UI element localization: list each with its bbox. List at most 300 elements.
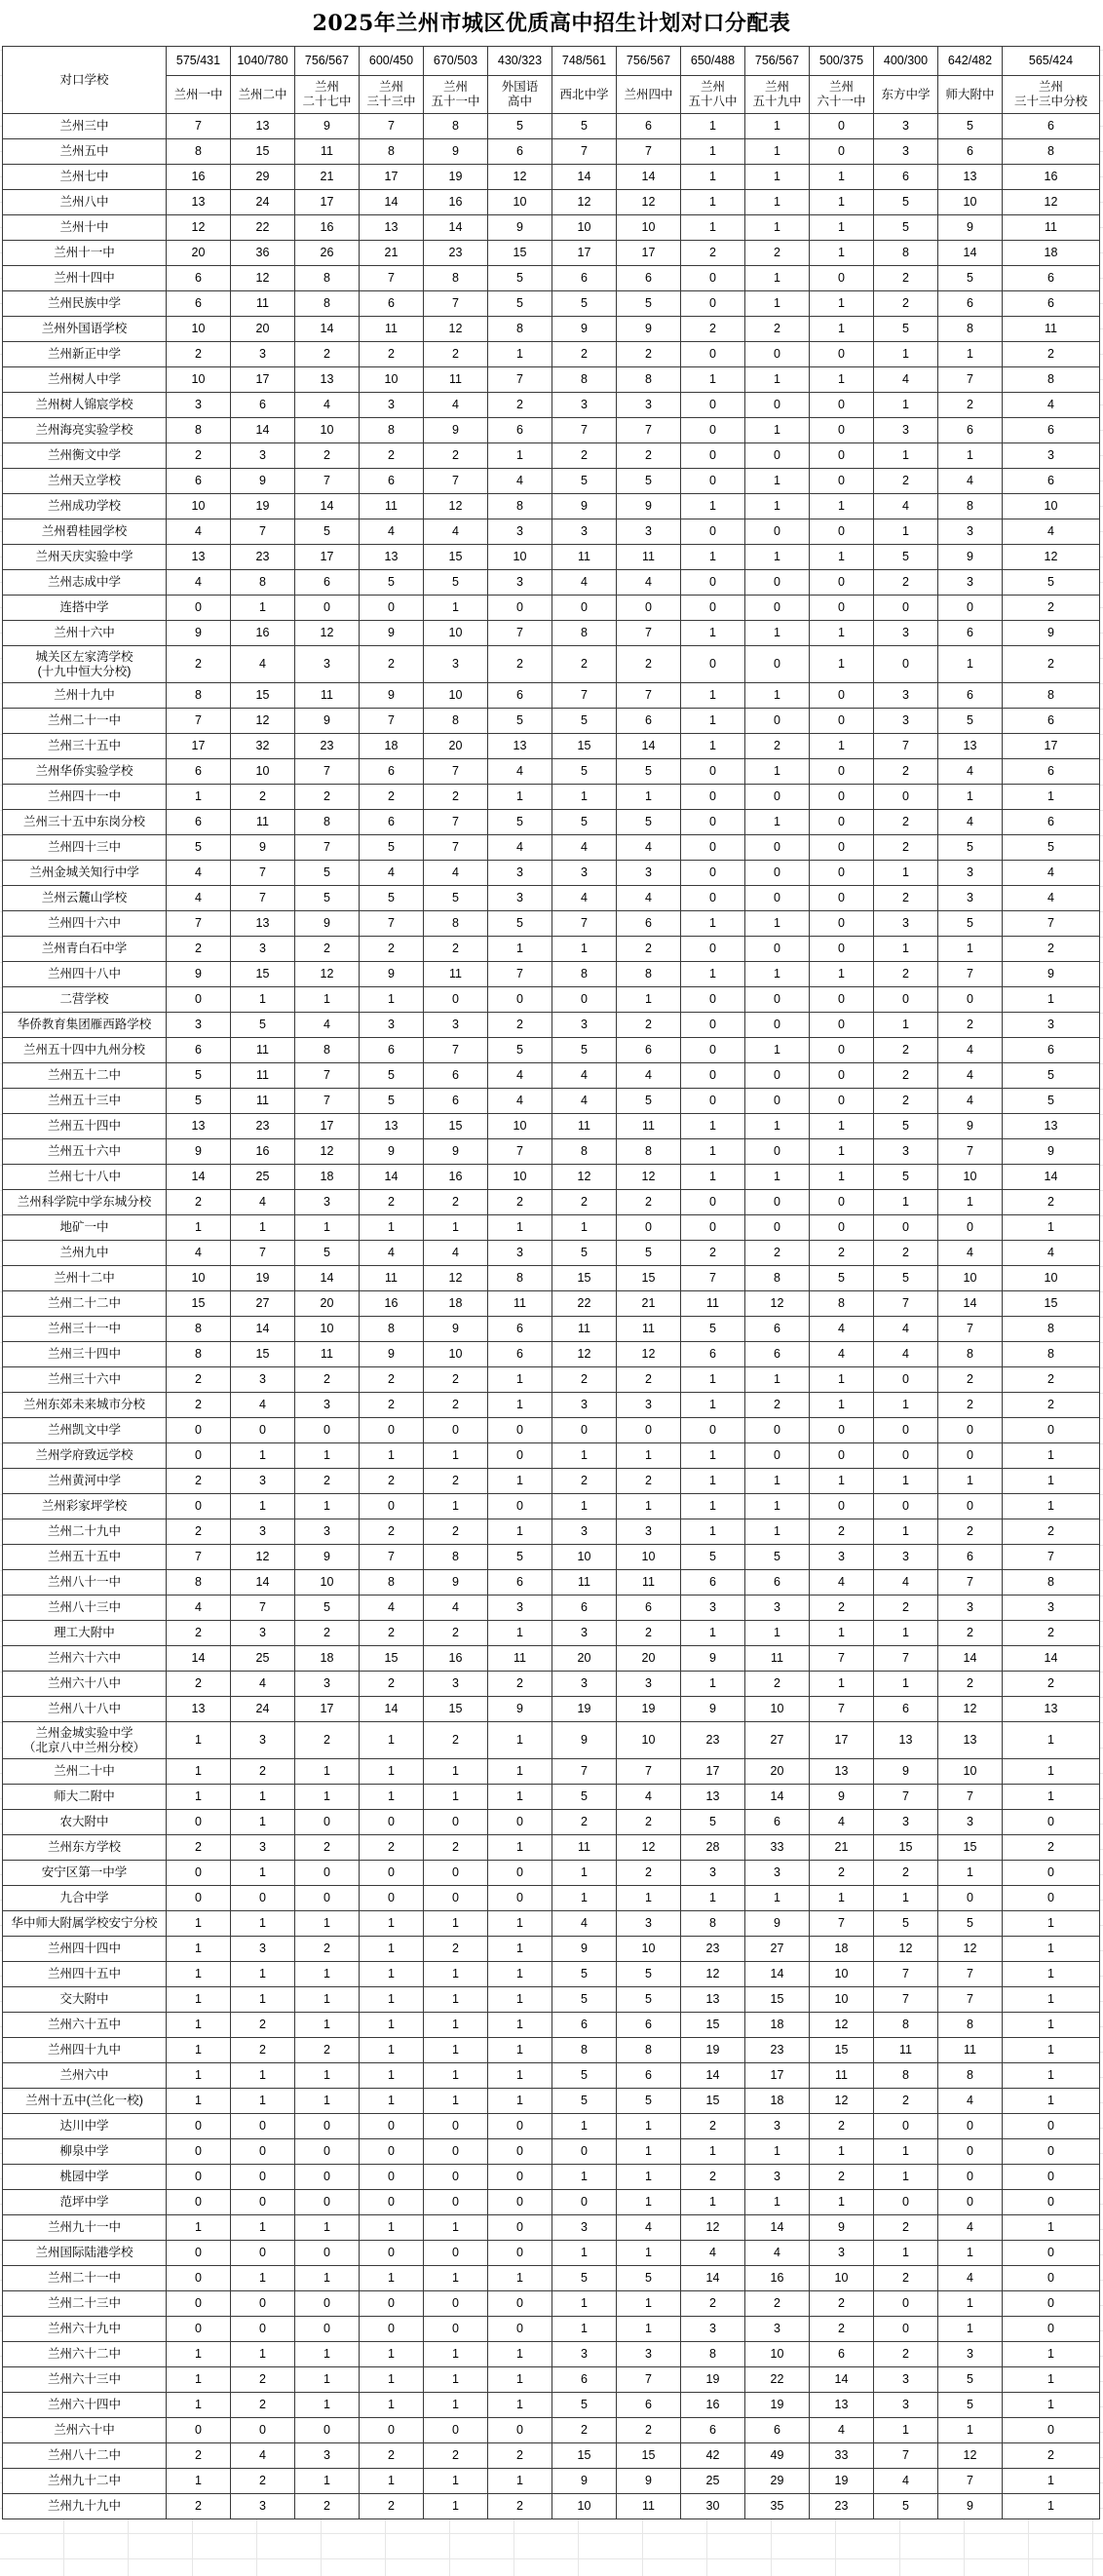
allocation-cell: 2 bbox=[231, 785, 295, 810]
table-row bbox=[3, 241, 1100, 266]
allocation-cell: 1 bbox=[295, 2469, 360, 2494]
allocation-cell: 1 bbox=[681, 911, 745, 937]
allocation-cell: 4 bbox=[1003, 519, 1100, 545]
allocation-cell: 1 bbox=[810, 1367, 874, 1393]
allocation-cell: 9 bbox=[617, 494, 681, 519]
allocation-cell: 2 bbox=[167, 1519, 231, 1545]
allocation-cell: 1 bbox=[552, 2291, 617, 2317]
allocation-cell: 0 bbox=[681, 835, 745, 861]
school-name-cell: 兰州八十一中 bbox=[3, 1570, 167, 1596]
allocation-cell: 12 bbox=[552, 1342, 617, 1367]
allocation-cell: 1 bbox=[488, 785, 552, 810]
allocation-cell: 5 bbox=[874, 545, 938, 570]
allocation-cell: 0 bbox=[810, 886, 874, 911]
allocation-cell: 1 bbox=[745, 911, 810, 937]
allocation-cell: 1 bbox=[360, 1911, 424, 1937]
allocation-cell: 15 bbox=[617, 1266, 681, 1291]
allocation-cell: 5 bbox=[295, 519, 360, 545]
allocation-cell: 12 bbox=[681, 1962, 745, 1987]
allocation-cell: 7 bbox=[424, 810, 488, 835]
allocation-cell: 8 bbox=[1003, 1342, 1100, 1367]
allocation-cell: 10 bbox=[488, 1165, 552, 1190]
allocation-cell: 0 bbox=[681, 266, 745, 291]
allocation-cell: 1 bbox=[360, 2215, 424, 2241]
allocation-cell: 5 bbox=[938, 114, 1003, 139]
allocation-cell: 13 bbox=[360, 215, 424, 241]
allocation-cell: 1 bbox=[424, 596, 488, 621]
allocation-cell: 12 bbox=[745, 1291, 810, 1317]
allocation-cell: 25 bbox=[681, 2469, 745, 2494]
allocation-cell: 0 bbox=[938, 1418, 1003, 1443]
allocation-cell: 7 bbox=[938, 1570, 1003, 1596]
allocation-cell: 3 bbox=[681, 1596, 745, 1621]
school-name-cell: 兰州云麓山学校 bbox=[3, 886, 167, 911]
allocation-cell: 0 bbox=[231, 2114, 295, 2139]
allocation-cell: 15 bbox=[231, 139, 295, 165]
school-name-cell: 兰州树人锦宸学校 bbox=[3, 393, 167, 418]
table-row bbox=[3, 2139, 1100, 2165]
allocation-cell: 8 bbox=[424, 1545, 488, 1570]
table-row bbox=[3, 1785, 1100, 1810]
allocation-cell: 8 bbox=[488, 1266, 552, 1291]
page-title: 2025年兰州市城区优质高中招生计划对口分配表 bbox=[312, 11, 791, 36]
school-name-cell: 理工大附中 bbox=[3, 1621, 167, 1646]
allocation-cell: 7 bbox=[617, 418, 681, 443]
allocation-cell: 6 bbox=[938, 418, 1003, 443]
allocation-cell: 1 bbox=[295, 1759, 360, 1785]
allocation-cell: 1 bbox=[1003, 2089, 1100, 2114]
allocation-cell: 2 bbox=[938, 1672, 1003, 1697]
allocation-cell: 0 bbox=[681, 570, 745, 596]
allocation-cell: 2 bbox=[167, 1190, 231, 1215]
allocation-cell: 1 bbox=[488, 2089, 552, 2114]
allocation-cell: 2 bbox=[1003, 1393, 1100, 1418]
allocation-cell: 13 bbox=[167, 545, 231, 570]
allocation-cell: 0 bbox=[488, 2114, 552, 2139]
allocation-cell: 1 bbox=[295, 2215, 360, 2241]
allocation-cell: 8 bbox=[488, 494, 552, 519]
allocation-cell: 0 bbox=[231, 2241, 295, 2266]
allocation-cell: 1 bbox=[424, 1785, 488, 1810]
allocation-cell: 1 bbox=[681, 1165, 745, 1190]
allocation-cell: 1 bbox=[745, 1469, 810, 1494]
allocation-cell: 11 bbox=[552, 1317, 617, 1342]
allocation-cell: 1 bbox=[874, 1013, 938, 1038]
allocation-cell: 1 bbox=[617, 2165, 681, 2190]
allocation-cell: 1 bbox=[488, 937, 552, 962]
allocation-cell: 3 bbox=[745, 1861, 810, 1886]
allocation-cell: 3 bbox=[874, 911, 938, 937]
allocation-cell: 1 bbox=[745, 1621, 810, 1646]
school-name-cell: 兰州十中 bbox=[3, 215, 167, 241]
column-quota-header: 748/561 bbox=[552, 47, 617, 76]
allocation-cell: 8 bbox=[617, 962, 681, 987]
table-row bbox=[3, 2393, 1100, 2418]
allocation-cell: 1 bbox=[295, 1215, 360, 1241]
allocation-cell: 1 bbox=[488, 2469, 552, 2494]
allocation-cell: 16 bbox=[295, 215, 360, 241]
table-row bbox=[3, 165, 1100, 190]
allocation-cell: 0 bbox=[810, 861, 874, 886]
allocation-cell: 7 bbox=[424, 1038, 488, 1063]
allocation-cell: 0 bbox=[167, 987, 231, 1013]
table-row bbox=[3, 1241, 1100, 1266]
allocation-cell: 9 bbox=[617, 2469, 681, 2494]
allocation-cell: 0 bbox=[745, 1215, 810, 1241]
school-name-cell: 兰州七中 bbox=[3, 165, 167, 190]
allocation-cell: 9 bbox=[360, 683, 424, 709]
allocation-cell: 12 bbox=[810, 2089, 874, 2114]
allocation-cell: 0 bbox=[810, 911, 874, 937]
allocation-cell: 15 bbox=[874, 1835, 938, 1861]
allocation-cell: 2 bbox=[745, 1241, 810, 1266]
allocation-cell: 3 bbox=[1003, 1596, 1100, 1621]
allocation-cell: 1 bbox=[360, 1987, 424, 2013]
allocation-cell: 0 bbox=[681, 596, 745, 621]
allocation-cell: 1 bbox=[810, 1165, 874, 1190]
school-name-cell: 交大附中 bbox=[3, 1987, 167, 2013]
allocation-cell: 9 bbox=[938, 1114, 1003, 1139]
allocation-cell: 0 bbox=[424, 2317, 488, 2342]
allocation-cell: 1 bbox=[810, 2190, 874, 2215]
allocation-cell: 12 bbox=[617, 190, 681, 215]
school-name-cell: 兰州树人中学 bbox=[3, 367, 167, 393]
allocation-cell: 9 bbox=[360, 621, 424, 646]
allocation-cell: 2 bbox=[681, 1241, 745, 1266]
allocation-cell: 4 bbox=[874, 494, 938, 519]
school-name-cell: 兰州十九中 bbox=[3, 683, 167, 709]
allocation-cell: 6 bbox=[681, 1570, 745, 1596]
table-row bbox=[3, 911, 1100, 937]
allocation-cell: 2 bbox=[1003, 596, 1100, 621]
allocation-cell: 10 bbox=[1003, 1266, 1100, 1291]
allocation-cell: 0 bbox=[488, 2215, 552, 2241]
allocation-cell: 0 bbox=[681, 1089, 745, 1114]
allocation-cell: 14 bbox=[360, 1697, 424, 1722]
allocation-cell: 0 bbox=[231, 1418, 295, 1443]
allocation-cell: 1 bbox=[360, 2013, 424, 2038]
allocation-cell: 8 bbox=[745, 1266, 810, 1291]
allocation-cell: 1 bbox=[295, 2393, 360, 2418]
allocation-cell: 0 bbox=[745, 1063, 810, 1089]
allocation-cell: 6 bbox=[1003, 418, 1100, 443]
allocation-cell: 3 bbox=[295, 646, 360, 683]
allocation-cell: 6 bbox=[617, 2393, 681, 2418]
allocation-cell: 0 bbox=[745, 1190, 810, 1215]
allocation-cell: 19 bbox=[552, 1697, 617, 1722]
allocation-cell: 1 bbox=[745, 418, 810, 443]
allocation-cell: 9 bbox=[167, 1139, 231, 1165]
allocation-cell: 5 bbox=[552, 291, 617, 317]
table-row bbox=[3, 2215, 1100, 2241]
allocation-cell: 10 bbox=[938, 1266, 1003, 1291]
school-name-cell: 农大附中 bbox=[3, 1810, 167, 1835]
allocation-cell: 6 bbox=[167, 291, 231, 317]
allocation-cell: 3 bbox=[617, 393, 681, 418]
table-row bbox=[3, 1469, 1100, 1494]
allocation-cell: 5 bbox=[617, 1089, 681, 1114]
allocation-cell: 2 bbox=[360, 1469, 424, 1494]
allocation-cell: 3 bbox=[552, 1519, 617, 1545]
allocation-cell: 18 bbox=[1003, 241, 1100, 266]
allocation-cell: 9 bbox=[938, 2494, 1003, 2519]
allocation-cell: 7 bbox=[1003, 1545, 1100, 1570]
allocation-cell: 0 bbox=[810, 1038, 874, 1063]
allocation-cell: 1 bbox=[874, 519, 938, 545]
allocation-cell: 1 bbox=[1003, 2215, 1100, 2241]
allocation-cell: 2 bbox=[874, 2342, 938, 2367]
table-row bbox=[3, 1886, 1100, 1911]
school-name-cell: 兰州十二中 bbox=[3, 1266, 167, 1291]
allocation-cell: 3 bbox=[552, 519, 617, 545]
school-name-cell: 兰州五十二中 bbox=[3, 1063, 167, 1089]
allocation-cell: 14 bbox=[938, 1646, 1003, 1672]
allocation-cell: 6 bbox=[617, 266, 681, 291]
allocation-cell: 1 bbox=[745, 494, 810, 519]
allocation-cell: 10 bbox=[295, 1317, 360, 1342]
allocation-cell: 0 bbox=[681, 342, 745, 367]
allocation-cell: 23 bbox=[745, 2038, 810, 2063]
allocation-cell: 23 bbox=[231, 545, 295, 570]
table-row bbox=[3, 1861, 1100, 1886]
allocation-cell: 5 bbox=[295, 1596, 360, 1621]
allocation-cell: 5 bbox=[295, 861, 360, 886]
allocation-cell: 5 bbox=[874, 215, 938, 241]
allocation-cell: 9 bbox=[424, 1139, 488, 1165]
allocation-cell: 6 bbox=[745, 1317, 810, 1342]
allocation-cell: 7 bbox=[488, 1139, 552, 1165]
allocation-cell: 0 bbox=[424, 2190, 488, 2215]
allocation-cell: 20 bbox=[231, 317, 295, 342]
allocation-cell: 3 bbox=[938, 886, 1003, 911]
allocation-cell: 2 bbox=[745, 317, 810, 342]
allocation-cell: 6 bbox=[681, 2418, 745, 2443]
column-school-header: 东方中学 bbox=[874, 76, 938, 114]
allocation-cell: 5 bbox=[745, 1545, 810, 1570]
allocation-cell: 0 bbox=[810, 418, 874, 443]
allocation-cell: 6 bbox=[360, 1038, 424, 1063]
allocation-cell: 0 bbox=[681, 886, 745, 911]
school-name-cell: 兰州东方学校 bbox=[3, 1835, 167, 1861]
allocation-cell: 2 bbox=[617, 937, 681, 962]
allocation-cell: 6 bbox=[617, 114, 681, 139]
allocation-cell: 14 bbox=[231, 1570, 295, 1596]
allocation-cell: 1 bbox=[488, 1393, 552, 1418]
allocation-cell: 8 bbox=[617, 2038, 681, 2063]
allocation-cell: 12 bbox=[488, 165, 552, 190]
allocation-cell: 0 bbox=[938, 987, 1003, 1013]
allocation-cell: 0 bbox=[810, 785, 874, 810]
allocation-cell: 4 bbox=[617, 1063, 681, 1089]
allocation-cell: 2 bbox=[488, 393, 552, 418]
allocation-cell: 7 bbox=[938, 962, 1003, 987]
allocation-cell: 21 bbox=[360, 241, 424, 266]
allocation-cell: 3 bbox=[552, 1013, 617, 1038]
allocation-cell: 5 bbox=[938, 2393, 1003, 2418]
school-name-cell: 达川中学 bbox=[3, 2114, 167, 2139]
allocation-cell: 2 bbox=[167, 2443, 231, 2469]
allocation-cell: 0 bbox=[745, 1139, 810, 1165]
allocation-cell: 6 bbox=[617, 709, 681, 734]
allocation-cell: 1 bbox=[1003, 1722, 1100, 1759]
allocation-cell: 1 bbox=[360, 2038, 424, 2063]
allocation-cell: 0 bbox=[360, 1810, 424, 1835]
allocation-cell: 7 bbox=[231, 861, 295, 886]
school-name-cell: 兰州六十五中 bbox=[3, 2013, 167, 2038]
allocation-cell: 1 bbox=[424, 1215, 488, 1241]
allocation-cell: 1 bbox=[681, 494, 745, 519]
allocation-cell: 3 bbox=[488, 570, 552, 596]
allocation-cell: 0 bbox=[488, 2139, 552, 2165]
allocation-cell: 0 bbox=[167, 2114, 231, 2139]
column-quota-header: 756/567 bbox=[745, 47, 810, 76]
allocation-cell: 2 bbox=[874, 759, 938, 785]
allocation-cell: 4 bbox=[488, 835, 552, 861]
allocation-cell: 2 bbox=[552, 1190, 617, 1215]
allocation-cell: 2 bbox=[1003, 1835, 1100, 1861]
allocation-cell: 9 bbox=[231, 469, 295, 494]
allocation-cell: 10 bbox=[424, 1342, 488, 1367]
column-school-header: 兰州 二十七中 bbox=[295, 76, 360, 114]
allocation-cell: 0 bbox=[1003, 2241, 1100, 2266]
allocation-cell: 0 bbox=[295, 2190, 360, 2215]
allocation-cell: 0 bbox=[745, 785, 810, 810]
allocation-cell: 2 bbox=[810, 1861, 874, 1886]
allocation-cell: 2 bbox=[745, 241, 810, 266]
column-school-header: 师大附中 bbox=[938, 76, 1003, 114]
allocation-cell: 14 bbox=[295, 494, 360, 519]
allocation-cell: 1 bbox=[617, 2317, 681, 2342]
allocation-cell: 0 bbox=[424, 1418, 488, 1443]
allocation-cell: 1 bbox=[1003, 1215, 1100, 1241]
allocation-cell: 16 bbox=[424, 1646, 488, 1672]
allocation-cell: 1 bbox=[167, 2469, 231, 2494]
column-school-header: 西北中学 bbox=[552, 76, 617, 114]
school-name-cell: 兰州九十一中 bbox=[3, 2215, 167, 2241]
allocation-cell: 8 bbox=[167, 1570, 231, 1596]
allocation-cell: 1 bbox=[488, 1519, 552, 1545]
table-row bbox=[3, 2342, 1100, 2367]
allocation-cell: 7 bbox=[360, 709, 424, 734]
allocation-cell: 4 bbox=[295, 1013, 360, 1038]
allocation-cell: 1 bbox=[167, 2063, 231, 2089]
allocation-cell: 11 bbox=[617, 545, 681, 570]
table-row bbox=[3, 1139, 1100, 1165]
allocation-cell: 2 bbox=[938, 1519, 1003, 1545]
column-school-header: 兰州 六十一中 bbox=[810, 76, 874, 114]
allocation-cell: 1 bbox=[488, 342, 552, 367]
allocation-cell: 1 bbox=[810, 734, 874, 759]
allocation-cell: 1 bbox=[424, 2215, 488, 2241]
allocation-cell: 7 bbox=[552, 1759, 617, 1785]
school-name-cell: 兰州二十一中 bbox=[3, 709, 167, 734]
allocation-cell: 14 bbox=[1003, 1646, 1100, 1672]
school-name-cell: 兰州金城实验中学 （北京八中兰州分校） bbox=[3, 1722, 167, 1759]
allocation-cell: 6 bbox=[167, 266, 231, 291]
table-row bbox=[3, 1013, 1100, 1038]
allocation-cell: 4 bbox=[552, 1911, 617, 1937]
allocation-cell: 1 bbox=[681, 734, 745, 759]
allocation-cell: 2 bbox=[810, 2114, 874, 2139]
school-name-cell: 兰州三十五中东岗分校 bbox=[3, 810, 167, 835]
allocation-cell: 4 bbox=[167, 1241, 231, 1266]
allocation-cell: 2 bbox=[167, 1367, 231, 1393]
allocation-cell: 2 bbox=[167, 2494, 231, 2519]
school-name-cell: 桃园中学 bbox=[3, 2165, 167, 2190]
allocation-cell: 2 bbox=[874, 469, 938, 494]
allocation-cell: 19 bbox=[681, 2038, 745, 2063]
allocation-cell: 6 bbox=[295, 570, 360, 596]
allocation-cell: 3 bbox=[745, 2165, 810, 2190]
allocation-cell: 2 bbox=[167, 443, 231, 469]
allocation-cell: 18 bbox=[295, 1165, 360, 1190]
allocation-cell: 0 bbox=[360, 2291, 424, 2317]
allocation-cell: 5 bbox=[360, 1063, 424, 1089]
allocation-cell: 0 bbox=[810, 1089, 874, 1114]
allocation-cell: 0 bbox=[810, 266, 874, 291]
allocation-cell: 1 bbox=[167, 2013, 231, 2038]
allocation-cell: 15 bbox=[424, 1697, 488, 1722]
allocation-cell: 1 bbox=[424, 1494, 488, 1519]
table-row bbox=[3, 1596, 1100, 1621]
allocation-cell: 1 bbox=[745, 1367, 810, 1393]
allocation-cell: 0 bbox=[681, 1190, 745, 1215]
allocation-cell: 23 bbox=[295, 734, 360, 759]
allocation-cell: 0 bbox=[681, 1418, 745, 1443]
allocation-cell: 1 bbox=[488, 2038, 552, 2063]
allocation-cell: 0 bbox=[745, 393, 810, 418]
allocation-cell: 19 bbox=[231, 494, 295, 519]
school-name-cell: 兰州天立学校 bbox=[3, 469, 167, 494]
allocation-cell: 3 bbox=[488, 1596, 552, 1621]
allocation-cell: 11 bbox=[552, 545, 617, 570]
table-row bbox=[3, 469, 1100, 494]
school-name-cell: 兰州五中 bbox=[3, 139, 167, 165]
allocation-cell: 30 bbox=[681, 2494, 745, 2519]
allocation-cell: 0 bbox=[488, 1443, 552, 1469]
allocation-cell: 9 bbox=[552, 1722, 617, 1759]
allocation-cell: 8 bbox=[617, 367, 681, 393]
allocation-cell: 8 bbox=[552, 2038, 617, 2063]
allocation-cell: 14 bbox=[938, 1291, 1003, 1317]
allocation-cell: 11 bbox=[552, 1114, 617, 1139]
allocation-cell: 5 bbox=[1003, 1063, 1100, 1089]
allocation-cell: 2 bbox=[167, 342, 231, 367]
allocation-cell: 6 bbox=[1003, 810, 1100, 835]
allocation-cell: 1 bbox=[231, 1962, 295, 1987]
allocation-cell: 0 bbox=[231, 1886, 295, 1911]
table-row bbox=[3, 2063, 1100, 2089]
allocation-cell: 4 bbox=[488, 1063, 552, 1089]
allocation-cell: 7 bbox=[938, 367, 1003, 393]
allocation-cell: 1 bbox=[745, 1165, 810, 1190]
allocation-cell: 3 bbox=[874, 621, 938, 646]
allocation-cell: 6 bbox=[231, 393, 295, 418]
allocation-cell: 1 bbox=[745, 367, 810, 393]
allocation-cell: 2 bbox=[874, 886, 938, 911]
allocation-cell: 15 bbox=[681, 2013, 745, 2038]
allocation-cell: 1 bbox=[810, 494, 874, 519]
allocation-cell: 1 bbox=[745, 759, 810, 785]
allocation-cell: 6 bbox=[874, 1697, 938, 1722]
allocation-cell: 9 bbox=[1003, 1139, 1100, 1165]
allocation-cell: 0 bbox=[295, 2418, 360, 2443]
allocation-cell: 2 bbox=[360, 1393, 424, 1418]
allocation-cell: 2 bbox=[617, 1621, 681, 1646]
allocation-cell: 1 bbox=[488, 1215, 552, 1241]
allocation-cell: 7 bbox=[167, 911, 231, 937]
allocation-cell: 2 bbox=[552, 2418, 617, 2443]
